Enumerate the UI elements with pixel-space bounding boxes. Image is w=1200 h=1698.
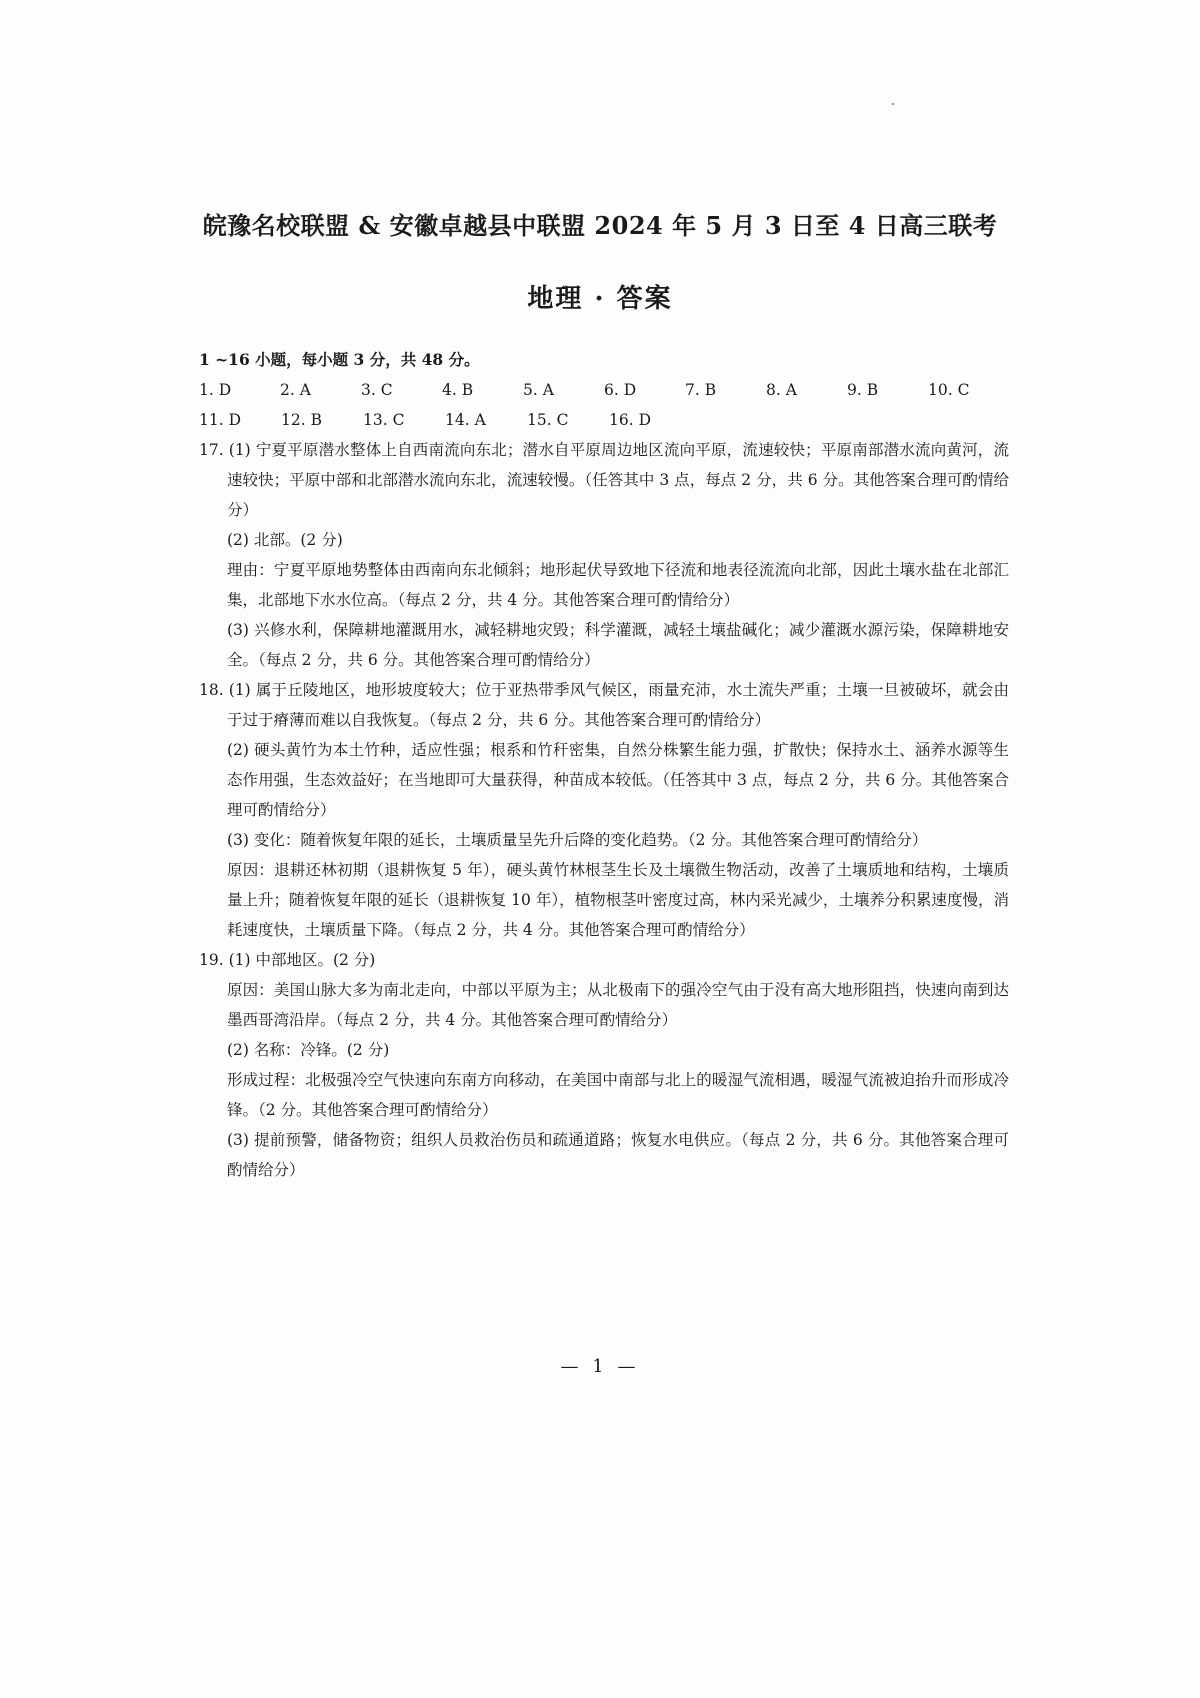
choice-answer: 13. C (363, 411, 405, 429)
choice-answers-row-2 (199, 405, 1009, 435)
choice-intro: 1 ~16 小题，每小题 3 分，共 48 分。 (199, 350, 480, 369)
exam-title: 皖豫名校联盟 & 安徽卓越县中联盟 2024 年 5 月 3 日至 4 日高三联考 (202, 211, 998, 240)
choice-answer: 5. A (523, 381, 554, 399)
question-19 (199, 945, 1009, 1185)
choice-answer: 14. A (445, 411, 486, 429)
choice-answers-row-1 (199, 375, 1009, 405)
subject-title: 地理 · 答案 (527, 284, 673, 314)
q19-part2-process: 形成过程：北极强冷空气快速向东南方向移动，在美国中南部与北上的暖湿气流相遇，暖湿气流被迫抬升而形成冷锋。（2 分。其他答案合理可酌情给分） (227, 1071, 1009, 1119)
q17-part2-reason: 理由：宁夏平原地势整体由西南向东北倾斜；地形起伏导致地下径流和地表径流流向北部，因此土壤水盐在北部汇集，北部地下水水位高。（每点 2 分，共 4 分。其他答案合理可酌情给分） (227, 561, 1009, 609)
q19-part3: (3) 提前预警，储备物资；组织人员救治伤员和疏通道路；恢复水电供应。（每点 2 分，共 6 分。其他答案合理可酌情给分） (227, 1131, 1009, 1179)
choice-answer: 2. A (280, 381, 311, 399)
q18-part3: (3) 变化：随着恢复年限的延长，土壤质量呈先升后降的变化趋势。（2 分。其他答案合理可酌情给分） (227, 831, 928, 849)
choice-answer: 1. D (199, 381, 232, 399)
choice-answer: 8. A (766, 381, 797, 399)
choice-answer: 4. B (442, 381, 474, 399)
choice-answer: 7. B (685, 381, 717, 399)
question-18 (199, 675, 1009, 945)
choice-answer: 12. B (281, 411, 322, 429)
q19-part2: (2) 名称：冷锋。(2 分) (227, 1041, 390, 1059)
q19-part1: 19. (1) 中部地区。(2 分) (199, 951, 376, 969)
scan-speck (892, 103, 894, 105)
page-number: — 1 — (560, 1356, 640, 1377)
choice-answer: 15. C (527, 411, 569, 429)
q18-part2: (2) 硬头黄竹为本土竹种，适应性强；根系和竹秆密集，自然分株繁生能力强，扩散快；保持水土、涵养水源等生态作用强，生态效益好；在当地即可大量获得，种苗成本较低。（任答其中 3 点，每点 2 分，共 6 分。其他答案合理可酌情给分） (227, 741, 1009, 819)
choice-answer: 16. D (609, 411, 652, 429)
choice-answer: 10. C (928, 381, 970, 399)
question-17 (199, 435, 1009, 675)
choice-answer: 6. D (604, 381, 637, 399)
q17-part3: (3) 兴修水利，保障耕地灌溉用水，减轻耕地灾毁；科学灌溉，减轻土壤盐碱化；减少灌溉水源污染，保障耕地安全。（每点 2 分，共 6 分。其他答案合理可酌情给分） (227, 621, 1009, 669)
choice-answer: 3. C (361, 381, 393, 399)
choice-answer: 11. D (199, 411, 242, 429)
q17-part2: (2) 北部。(2 分) (227, 531, 343, 549)
q18-part3-reason: 原因：退耕还林初期（退耕恢复 5 年），硬头黄竹林根茎生长及土壤微生物活动，改善了土壤质地和结构，土壤质量上升；随着恢复年限的延长（退耕恢复 10 年），植物根茎叶密度过高，林内采光减少，土壤养分积累速度慢，消耗速度快，土壤质量下降。（每点 2 分，共 4 分。其他答案合理可酌情给分） (227, 861, 1009, 939)
q17-part1: 17. (1) 宁夏平原潜水整体上自西南流向东北；潜水自平原周边地区流向平原，流速较快；平原南部潜水流向黄河，流速较快；平原中部和北部潜水流向东北，流速较慢。（任答其中 3 点，每点 2 分，共 6 分。其他答案合理可酌情给分） (199, 441, 1009, 519)
choice-answer: 9. B (847, 381, 879, 399)
q18-part1: 18. (1) 属于丘陵地区，地形坡度较大；位于亚热带季风气候区，雨量充沛，水土流失严重；土壤一旦被破坏，就会由于过于瘠薄而难以自我恢复。（每点 2 分，共 6 分。其他答案合理可酌情给分） (199, 681, 1009, 729)
q19-part1-reason: 原因：美国山脉大多为南北走向，中部以平原为主；从北极南下的强冷空气由于没有高大地形阻挡，快速向南到达墨西哥湾沿岸。（每点 2 分，共 4 分。其他答案合理可酌情给分） (227, 981, 1009, 1029)
answer-content (199, 345, 1009, 1185)
